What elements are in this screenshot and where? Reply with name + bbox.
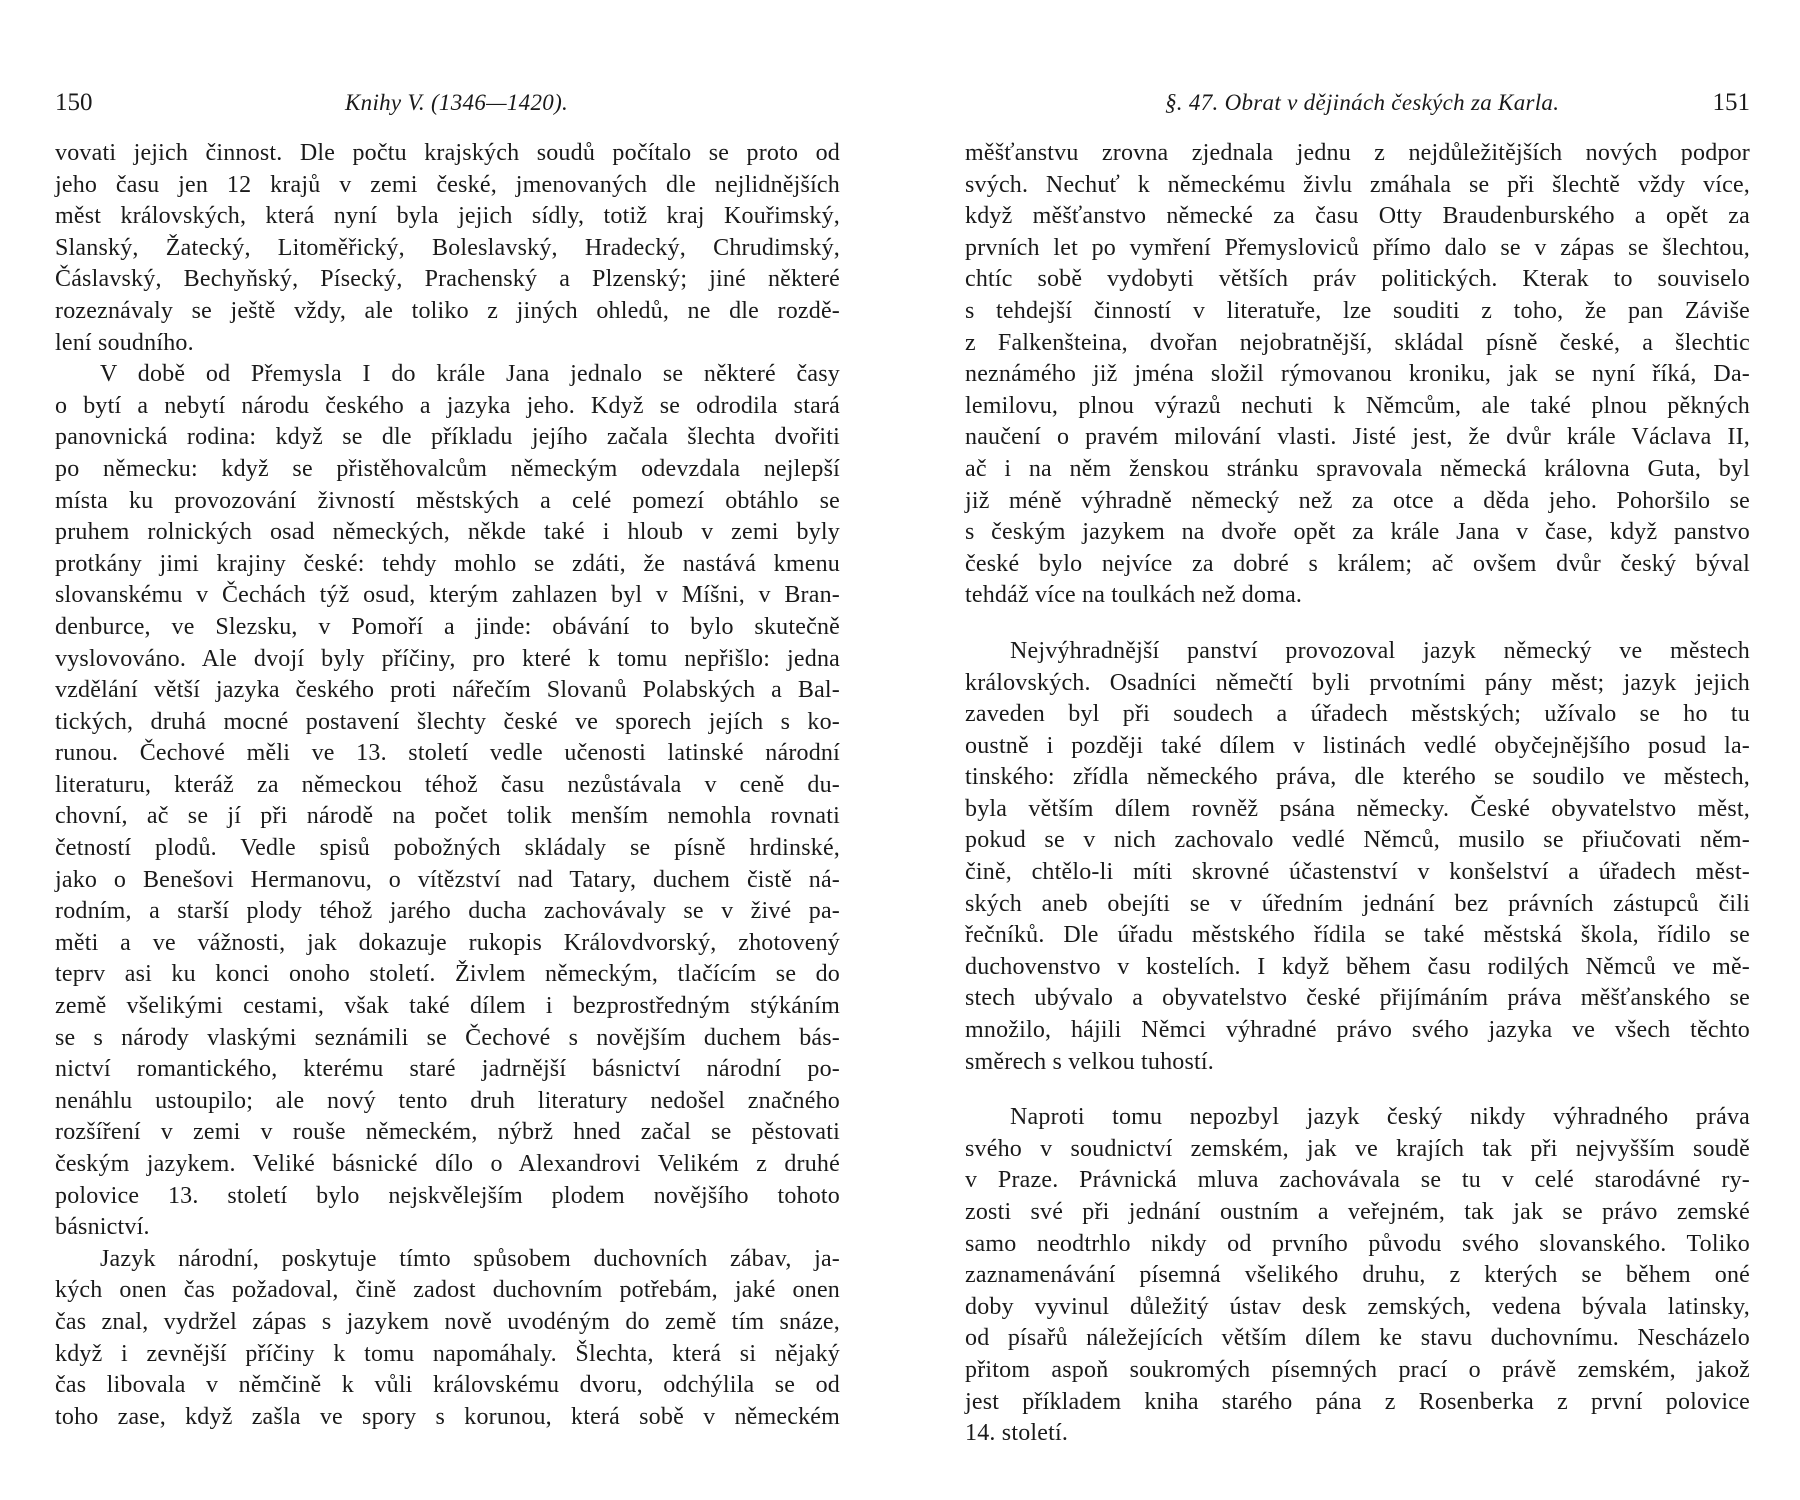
- left-running-head: [55, 86, 840, 120]
- text-line: samo neodtrhlo nikdy od prvního původu svého slovanského. Toliko: [965, 1230, 1750, 1257]
- text-line: denburce, ve Slezsku, v Pomoří a jinde: obávání to bylo skutečně: [55, 613, 840, 640]
- text-line: ských aneb obejíti se v úředním jednání bez právních zástupců čili: [965, 890, 1750, 917]
- text-line: lení soudního.: [55, 329, 194, 356]
- paragraph: [55, 1244, 840, 1434]
- paragraph: [965, 1102, 1750, 1450]
- text-line: vyslovováno. Ale dvojí byly příčiny, pro které k tomu nepřišlo: jedna: [55, 645, 840, 672]
- text-line: naučení o pravém milování vlasti. Jisté jest, že dvůr krále Václava II,: [965, 424, 1750, 451]
- text-line: oustně i později také dílem v listinách vedlé obyčejnějšího posud la-: [965, 732, 1750, 759]
- text-line: protkány jimi krajiny české: tehdy mohlo se zdáti, že nastává kmenu: [55, 550, 840, 577]
- text-line: čině, chtělo-li míti skrovné účastenství v konšelství a úřadech měst-: [965, 859, 1750, 886]
- text-line: čas libovala v němčině k vůli královskému dvoru, odchýlila se od: [55, 1372, 840, 1399]
- text-line: literaturu, kteráž za německou téhož času nezůstávala v ceně du-: [55, 771, 840, 798]
- right-page: [965, 0, 1800, 1500]
- right-page-number: 151: [1712, 89, 1750, 116]
- paragraph-gap: [965, 1078, 1750, 1102]
- text-line: směrech s velkou tuhostí.: [965, 1048, 1214, 1075]
- text-line: země všelikými cestami, však také dílem i bezprostředným stýkáním: [55, 993, 840, 1020]
- text-line: Čáslavský, Bechyňský, Písecký, Prachenský a Plzenský; jiné některé: [55, 266, 840, 293]
- text-line: nenáhlu ustoupilo; ale nový tento druh literatury nedošel značného: [55, 1087, 840, 1114]
- text-line: české bylo nejvíce za dobré s králem; ač ovšem dvůr český býval: [965, 550, 1750, 577]
- text-line: z Falkenšteina, dvořan nejobratnější, skládal písně české, a šlechtic: [965, 329, 1750, 356]
- text-line: Slanský, Žatecký, Litoměřický, Boleslavský, Hradecký, Chrudimský,: [55, 234, 840, 261]
- text-line: měšťanstvu zrovna zjednala jednu z nejdůležitějších nových podpor: [965, 140, 1750, 166]
- text-line: místa ku provozování živností městských a celé pomezí obtáhlo se: [55, 487, 840, 514]
- text-line: četností plodů. Vedle spisů pobožných skládaly se písně hrdinské,: [55, 835, 840, 862]
- text-line: stech ubývalo a obyvatelstvo české přijímáním práva měšťanského se: [965, 985, 1750, 1012]
- text-line: duchovenstvo v kostelích. I když během času rodilých Němců ve mě-: [965, 953, 1750, 980]
- text-line: se s národy vlaskými seznámili se Čechové s novějším duchem bás-: [55, 1024, 840, 1051]
- paragraph: [55, 359, 840, 1244]
- text-line: zosti své při jednání oustním a veřejném, tak jak se právo zemské: [965, 1199, 1750, 1225]
- text-line: 14. století.: [965, 1420, 1069, 1447]
- text-line: čas znal, vydržel zápas s jazykem nově uvodéným do země tím snáze,: [55, 1308, 840, 1335]
- text-line: českým jazykem. Veliké básnické dílo o Alexandrovi Velikém z druhé: [55, 1151, 840, 1177]
- text-line: když i zevnější příčiny k tomu napomáhaly. Šlechta, která si nějaký: [55, 1340, 840, 1367]
- text-line: jako o Benešovi Hermanovu, o vítězství nad Tatary, duchem čistě ná-: [55, 866, 840, 893]
- text-line: o bytí a nebytí národu českého a jazyka jeho. Když se odrodila stará: [55, 392, 840, 419]
- text-line: V době od Přemysla I do krále Jana jednalo se některé časy: [100, 361, 840, 388]
- text-line: svého v soudnictví zemském, jak ve krajích tak při nejvyšším soudě: [965, 1135, 1750, 1162]
- left-body-text: [55, 138, 840, 1433]
- text-line: když měšťanstvo německé za času Otty Braudenburského a opět za: [965, 203, 1750, 230]
- text-line: od písařů náležejících větším dílem ke stavu duchovnímu. Nescházelo: [965, 1325, 1750, 1352]
- text-line: Jazyk národní, poskytuje tímto spůsobem duchovních zábav, ja-: [100, 1245, 840, 1272]
- text-line: kých onen čas požadoval, čině zadost duchovním potřebám, jaké onen: [55, 1277, 840, 1304]
- text-line: tehdáž více na toulkách než doma.: [965, 582, 1303, 609]
- text-line: řečníků. Dle úřadu městského řídila se také městská škola, řídilo se: [965, 922, 1750, 949]
- text-line: v Praze. Právnická mluva zachovávala se tu v celé starodávné ry-: [965, 1167, 1750, 1194]
- text-line: prvních let po vymření Přemysloviců přímo dalo se v zápas se šlechtou,: [965, 234, 1750, 261]
- text-line: zaveden byl při soudech a úřadech městských; užívalo se ho tu: [965, 701, 1750, 728]
- text-line: vovati jejich činnost. Dle počtu krajských soudů počítalo se proto od: [55, 140, 840, 166]
- left-page: [55, 0, 895, 1500]
- left-page-number: 150: [55, 89, 93, 116]
- text-line: svých. Nechuť k německému živlu zmáhala se při šlechtě vždy více,: [965, 171, 1750, 198]
- text-line: byla větším dílem rovněž psána německy. České obyvatelstvo měst,: [965, 795, 1750, 822]
- text-line: chovní, ač se jí při národě na počet tolik menším nemohla rovnati: [55, 803, 840, 830]
- text-line: rozšíření v zemi v rouše německém, nýbrž hned začal se pěstovati: [55, 1119, 840, 1146]
- text-line: nictví romantického, kterému staré jadrnější básnictví národní po-: [55, 1056, 840, 1083]
- text-line: chtíc sobě vydobyti větších práv politických. Kterak to souviselo: [965, 266, 1750, 293]
- text-line: zaznamenávání písemná všelikého druhu, z kterých se během oné: [965, 1262, 1750, 1289]
- text-line: Naproti tomu nepozbyl jazyk český nikdy výhradného práva: [1010, 1104, 1750, 1131]
- text-line: neznámého již jména složil rýmovanou kroniku, jak se nyní říká, Da-: [965, 361, 1750, 388]
- text-line: královských. Osadníci němečtí byli prvotními pány měst; jazyk jejich: [965, 669, 1750, 696]
- text-line: runou. Čechové měli ve 13. století vedle učenosti latinské národní: [55, 740, 840, 767]
- text-line: panovnická rodina: když se dle příkladu jejího začala šlechta dvořiti: [55, 424, 840, 451]
- right-running-head: [965, 86, 1750, 120]
- text-line: teprv asi ku konci onoho století. Živlem německým, tlačícím se do: [55, 961, 840, 988]
- text-line: měst královských, která nyní byla jejich sídly, totiž kraj Kouřimský,: [55, 203, 840, 230]
- text-line: vzdělání větší jazyka českého proti nářečím Slovanů Polabských a Bal-: [55, 677, 840, 704]
- paragraph-gap: [965, 612, 1750, 636]
- text-line: rodním, a starší plody téhož jarého ducha zachovávaly se v živé pa-: [55, 898, 840, 925]
- text-line: Nejvýhradnější panství provozoval jazyk německý ve městech: [1010, 637, 1750, 664]
- text-line: tinského: zřídla německého práva, dle kterého se soudilo ve městech,: [965, 764, 1750, 791]
- text-line: ač i na něm ženskou stránku spravovala německá královna Guta, byl: [965, 455, 1750, 482]
- text-line: již méně výhradně německý než za otce a děda jeho. Pohoršilo se: [965, 487, 1750, 514]
- text-line: lemilovu, plnou výrazů nechuti k Němcům, ale také plnou pěkných: [965, 392, 1750, 419]
- text-line: básnictví.: [55, 1214, 150, 1241]
- right-body-text: [965, 138, 1750, 1450]
- text-line: rozeznávaly se ještě vždy, ale toliko z jiných ohledů, ne dle rozdě-: [55, 297, 840, 324]
- text-line: toho zase, když zašla ve spory s korunou, která sobě v německém: [55, 1403, 840, 1430]
- right-running-title: §. 47. Obrat v dějinách českých za Karla.: [1165, 90, 1560, 115]
- text-line: tických, druhá mocné postavení šlechty české ve sporech jejích s ko-: [55, 708, 840, 735]
- text-line: doby vyvinul důležitý ústav desk zemských, vedena bývala latinsky,: [965, 1293, 1750, 1320]
- text-line: po německu: když se přistěhovalcům německým odevzdala nejlepší: [55, 455, 840, 482]
- paragraph: [965, 636, 1750, 1078]
- paragraph: [55, 138, 840, 359]
- paragraph: [965, 138, 1750, 612]
- text-line: jeho času jen 12 krajů v zemi české, jmenovaných dle nejlidnějších: [55, 171, 840, 198]
- left-running-title: Knihy V. (1346—1420).: [345, 90, 569, 115]
- text-line: polovice 13. století bylo nejskvělejším plodem novějšího tohoto: [55, 1182, 840, 1209]
- text-line: s českým jazykem na dvoře opět za krále Jana v čase, když panstvo: [965, 519, 1750, 546]
- text-line: jest příkladem kniha starého pána z Rosenberka z první polovice: [965, 1388, 1750, 1415]
- text-line: pruhem rolnických osad německých, někde také i hloub v zemi byly: [55, 519, 840, 546]
- text-line: přitom aspoň soukromých písemných prací o právě zemském, jakož: [965, 1356, 1750, 1383]
- text-line: měti a ve vážnosti, jak dokazuje rukopis Královdvorský, zhotovený: [55, 929, 840, 956]
- text-line: množilo, hájili Němci výhradné právo svého jazyka ve všech těchto: [965, 1017, 1750, 1044]
- text-line: slovanskému v Čechách týž osud, kterým zahlazen byl v Míšni, v Bran-: [55, 582, 840, 609]
- text-line: pokud se v nich zachovalo vedlé Němců, musilo se přiučovati něm-: [965, 827, 1750, 854]
- text-line: s tehdejší činností v literatuře, lze souditi z toho, že pan Záviše: [965, 297, 1750, 324]
